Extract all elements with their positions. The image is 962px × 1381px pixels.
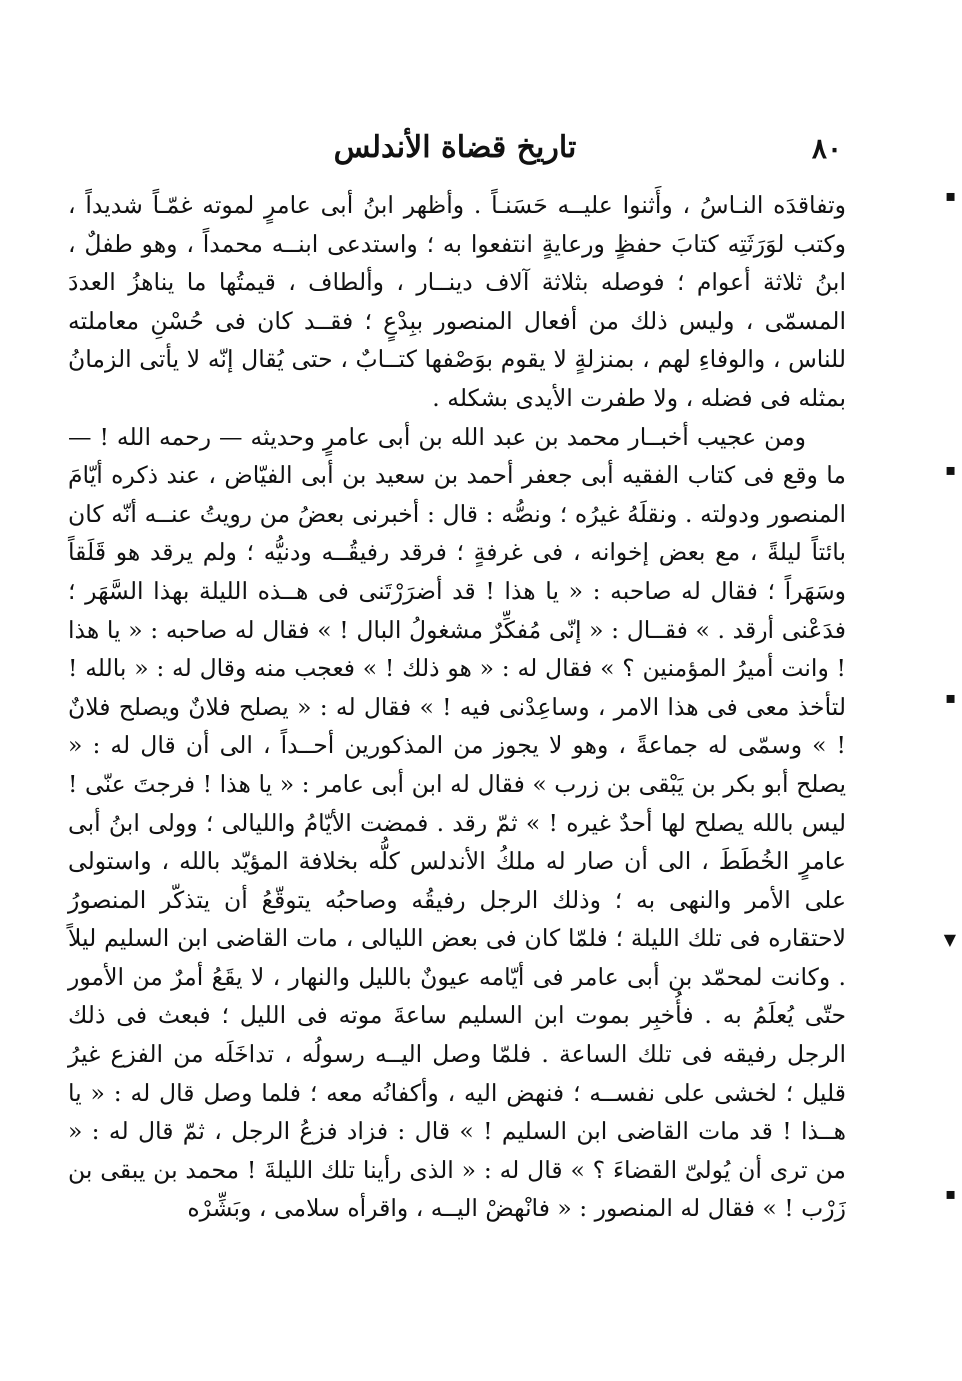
- page-header: [60, 130, 850, 170]
- margin-mark: ▪: [945, 1184, 956, 1203]
- margin-mark: ▪: [945, 688, 956, 707]
- running-title: تاريخ قضاة الأندلس: [333, 130, 577, 165]
- margin-mark: ▪: [945, 186, 956, 205]
- body-text: [68, 186, 846, 1228]
- page-number: ٨٠: [811, 132, 842, 165]
- paragraph-2: ومن عجيب أخبــار محمد بن عبد الله بن أبى عامرٍ وحديثه — رحمه الله ! — ما وقع فى كتاب الفقيه أبى جعفر أحمد بن سعيد بن أبى الفيّاض ، عند ذكره أيّامَ المنصور ودولته . ونقلَهُ غيرُه ؛ ونصُّه : قال : أخبرنى بعضُ من رويتُ عنــه أنّه كان بائتاً ليلةً ، مع بعض إخوانه ، فى غرفةٍ ؛ فرقد رفيقُــه ودنيُّه ؛ ولم يرقد هو قَلَقاً وسَهَراً ؛ فقال له صاحبه : « يا هذا ! قد أضرَرْتَنى فى هــذه الليلة بهذا السَّهَر ؛ فدَعْنى أرقد . » فقــال : « إنّى مُفكِّرٌ مشغولُ البال ! » فقال له صاحبه : « يا هذا ! وانت أميرُ المؤمنين ؟ » فقال له : « هو ذلك ! » فعجب منه وقال له : « بالله ! لتأخذ معى فى هذا الامر ، وساعِدْنى فيه ! » فقال له : « يصلح فلانٌ ويصلح فلانٌ ! » وسمّى له جماعةً ، وهو لا يجوز من المذكورين أحــداً ، الى أن قال له : « يصلح أبو بكر بن يَبْقى بن زرب » فقال له ابن أبى عامر : « يا هذا ! فرجتَ عنّى ! ليس بالله يصلح لها أحدٌ غيره ! » ثمّ رقد . فمضت الأيّامُ والليالى ؛ وولى ابنُ أبى عامرٍ الخُطَطَ ، الى أن صار له ملكُ الأندلس كلُّه بخلافة المؤيّد بالله ، واستولى على الأمر والنهى به ؛ وذلك الرجل رفيقُه وصاحبُه يتوقّعُ أن يتذكّر المنصورُ لاحتقاره فى تلك الليلة ؛ فلمّا كان فى بعض الليالى ، مات القاضى ابن السليم ليلاً . وكانت لمحمّد بن أبى عامر فى أيّامه عيونٌ بالليل والنهار ، لا يقَعُ أمرٌ من الأمور حتّى يُعلَمُ به . فأُخبِر بموت ابن السليم ساعةَ موته فى الليل ؛ فبعث فى ذلك الرجل رفيقه فى تلك الساعة . فلمّا وصل اليــه رسولُه ، تداخَلَه من الفزع غيرُ قليل ؛ لخشى على نفســه ؛ فنهض اليه ، وأكفانُه معه ؛ فلما وصل قال له : « يا هــذا ! قد مات القاضى ابن السليم ! » قال : فزاد فزعُ الرجل ، ثمّ قال له : « من ترى أن يُولىّ القضاءَ ؟ » قال له : « الذى رأينا تلك الليلةَ ! محمد بن يبقى بن زَرْب ! » فقال له المنصور : « فانْهضْ اليــه ، واقرأه سلامى ، وبَشِّرْه: [68, 422, 846, 1223]
- margin-mark: ▪: [945, 460, 956, 479]
- margin-mark: ▼: [943, 930, 956, 949]
- paragraph-1: وتفاقدَه النـاسُ ، وأَثنوا عليــه حَسَنـاً . وأظهر ابنُ أبى عامرٍ لموته غمّـاً شديداً ، وكتب لوَرَثَتِه كتابَ حفظٍ ورعايةٍ انتفعوا به ؛ واستدعى ابنــه محمداً ، وهو طفلٌ ، ابنُ ثلاثة أعوام ؛ فوصله بثلاثة آلاف دينــار ، وألطاف ، قيمتُها ما يناهزُ العددَ المسمّى ، وليس ذلك من أفعال المنصور ببِدْعٍ ؛ فقــد كان فى حُسْنِ معاملته للناس ، والوفاءِ لهم ، بمنزلةٍ لا يقوم بوَصْفها كتــابٌ ، حتى يُقال إنّه لا يأتى الزمانُ بمثله فى فضله ، ولا طفرت الأيدى بشكله .: [68, 191, 846, 412]
